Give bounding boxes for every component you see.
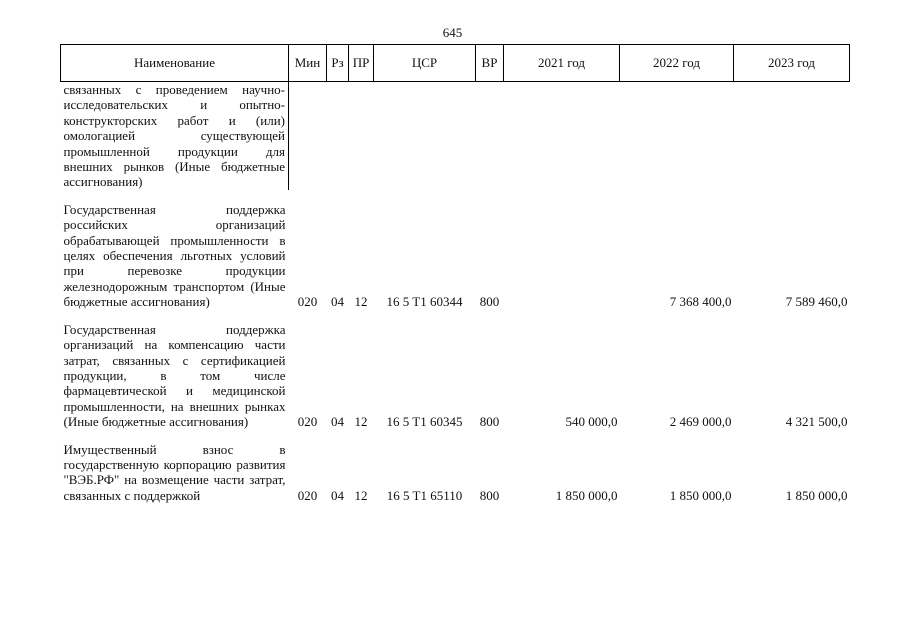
row-2022 xyxy=(620,82,734,190)
row-min: 020 xyxy=(297,294,318,310)
row-2021 xyxy=(504,202,620,310)
row-2021: 540 000,0 xyxy=(565,414,618,430)
header-pr: ПР xyxy=(349,45,374,82)
row-rz: 04 xyxy=(331,487,344,503)
header-min: Мин xyxy=(289,45,327,82)
row-name: Имущественный взнос в государственную корпорацию развития "ВЭБ.РФ" на возмещение части затрат, связанных с поддержкой xyxy=(63,441,286,503)
table-row xyxy=(61,82,850,190)
row-csr: 16 5 T1 65110 xyxy=(386,487,463,503)
row-rz xyxy=(327,82,349,190)
row-min xyxy=(289,82,327,190)
row-pr: 12 xyxy=(354,487,368,503)
row-2022: 1 850 000,0 xyxy=(669,487,732,503)
row-2021 xyxy=(504,82,620,190)
row-csr xyxy=(374,82,476,190)
header-2023: 2023 год xyxy=(734,45,850,82)
row-2023: 4 321 500,0 xyxy=(785,414,848,430)
row-min: 020 xyxy=(297,414,318,430)
row-pr: 12 xyxy=(354,294,368,310)
row-pr: 12 xyxy=(354,414,368,430)
row-name: Государственная поддержка организаций на компенсацию части затрат, связанных с сертификацией продукции, в том числе фармацевтической и медицинской промышленности, на внешних рынках (Иные бюджетные ассигнования) xyxy=(63,321,286,430)
header-vr: ВР xyxy=(476,45,504,82)
table-row xyxy=(61,322,850,430)
row-vr: 800 xyxy=(479,294,500,310)
page-number: 645 xyxy=(442,25,463,40)
row-vr xyxy=(476,82,504,190)
row-pr xyxy=(349,82,374,190)
header-csr: ЦСР xyxy=(374,45,476,82)
row-csr: 16 5 T1 60344 xyxy=(386,294,463,310)
row-2021: 1 850 000,0 xyxy=(555,487,618,503)
table-row xyxy=(61,442,850,504)
row-2023: 7 589 460,0 xyxy=(785,294,848,310)
row-rz: 04 xyxy=(331,414,344,430)
header-name: Наименование xyxy=(61,45,289,82)
table-row xyxy=(61,202,850,310)
row-min: 020 xyxy=(297,487,318,503)
header-rz: Рз xyxy=(327,45,349,82)
header-2021: 2021 год xyxy=(504,45,620,82)
row-2023 xyxy=(734,82,850,190)
table-header xyxy=(61,45,850,82)
row-csr: 16 5 T1 60345 xyxy=(386,414,463,430)
header-2022: 2022 год xyxy=(620,45,734,82)
row-rz: 04 xyxy=(331,294,344,310)
row-name: связанных с проведением научно-исследовательских и опытно-конструкторских работ и (или) омологацией существующей промышленной продукции для внешних рынков (Иные бюджетные ассигнования) xyxy=(61,82,289,190)
row-2023: 1 850 000,0 xyxy=(785,487,848,503)
row-vr: 800 xyxy=(479,414,500,430)
budget-table xyxy=(60,44,850,503)
row-2022: 2 469 000,0 xyxy=(669,414,732,430)
row-name: Государственная поддержка российских организаций обрабатывающей промышленности в целях обеспечения льготных условий при перевозке продукции железнодорожным транспортом (Иные бюджетные ассигнования) xyxy=(63,201,286,310)
row-2022: 7 368 400,0 xyxy=(669,294,732,310)
row-vr: 800 xyxy=(479,487,500,503)
